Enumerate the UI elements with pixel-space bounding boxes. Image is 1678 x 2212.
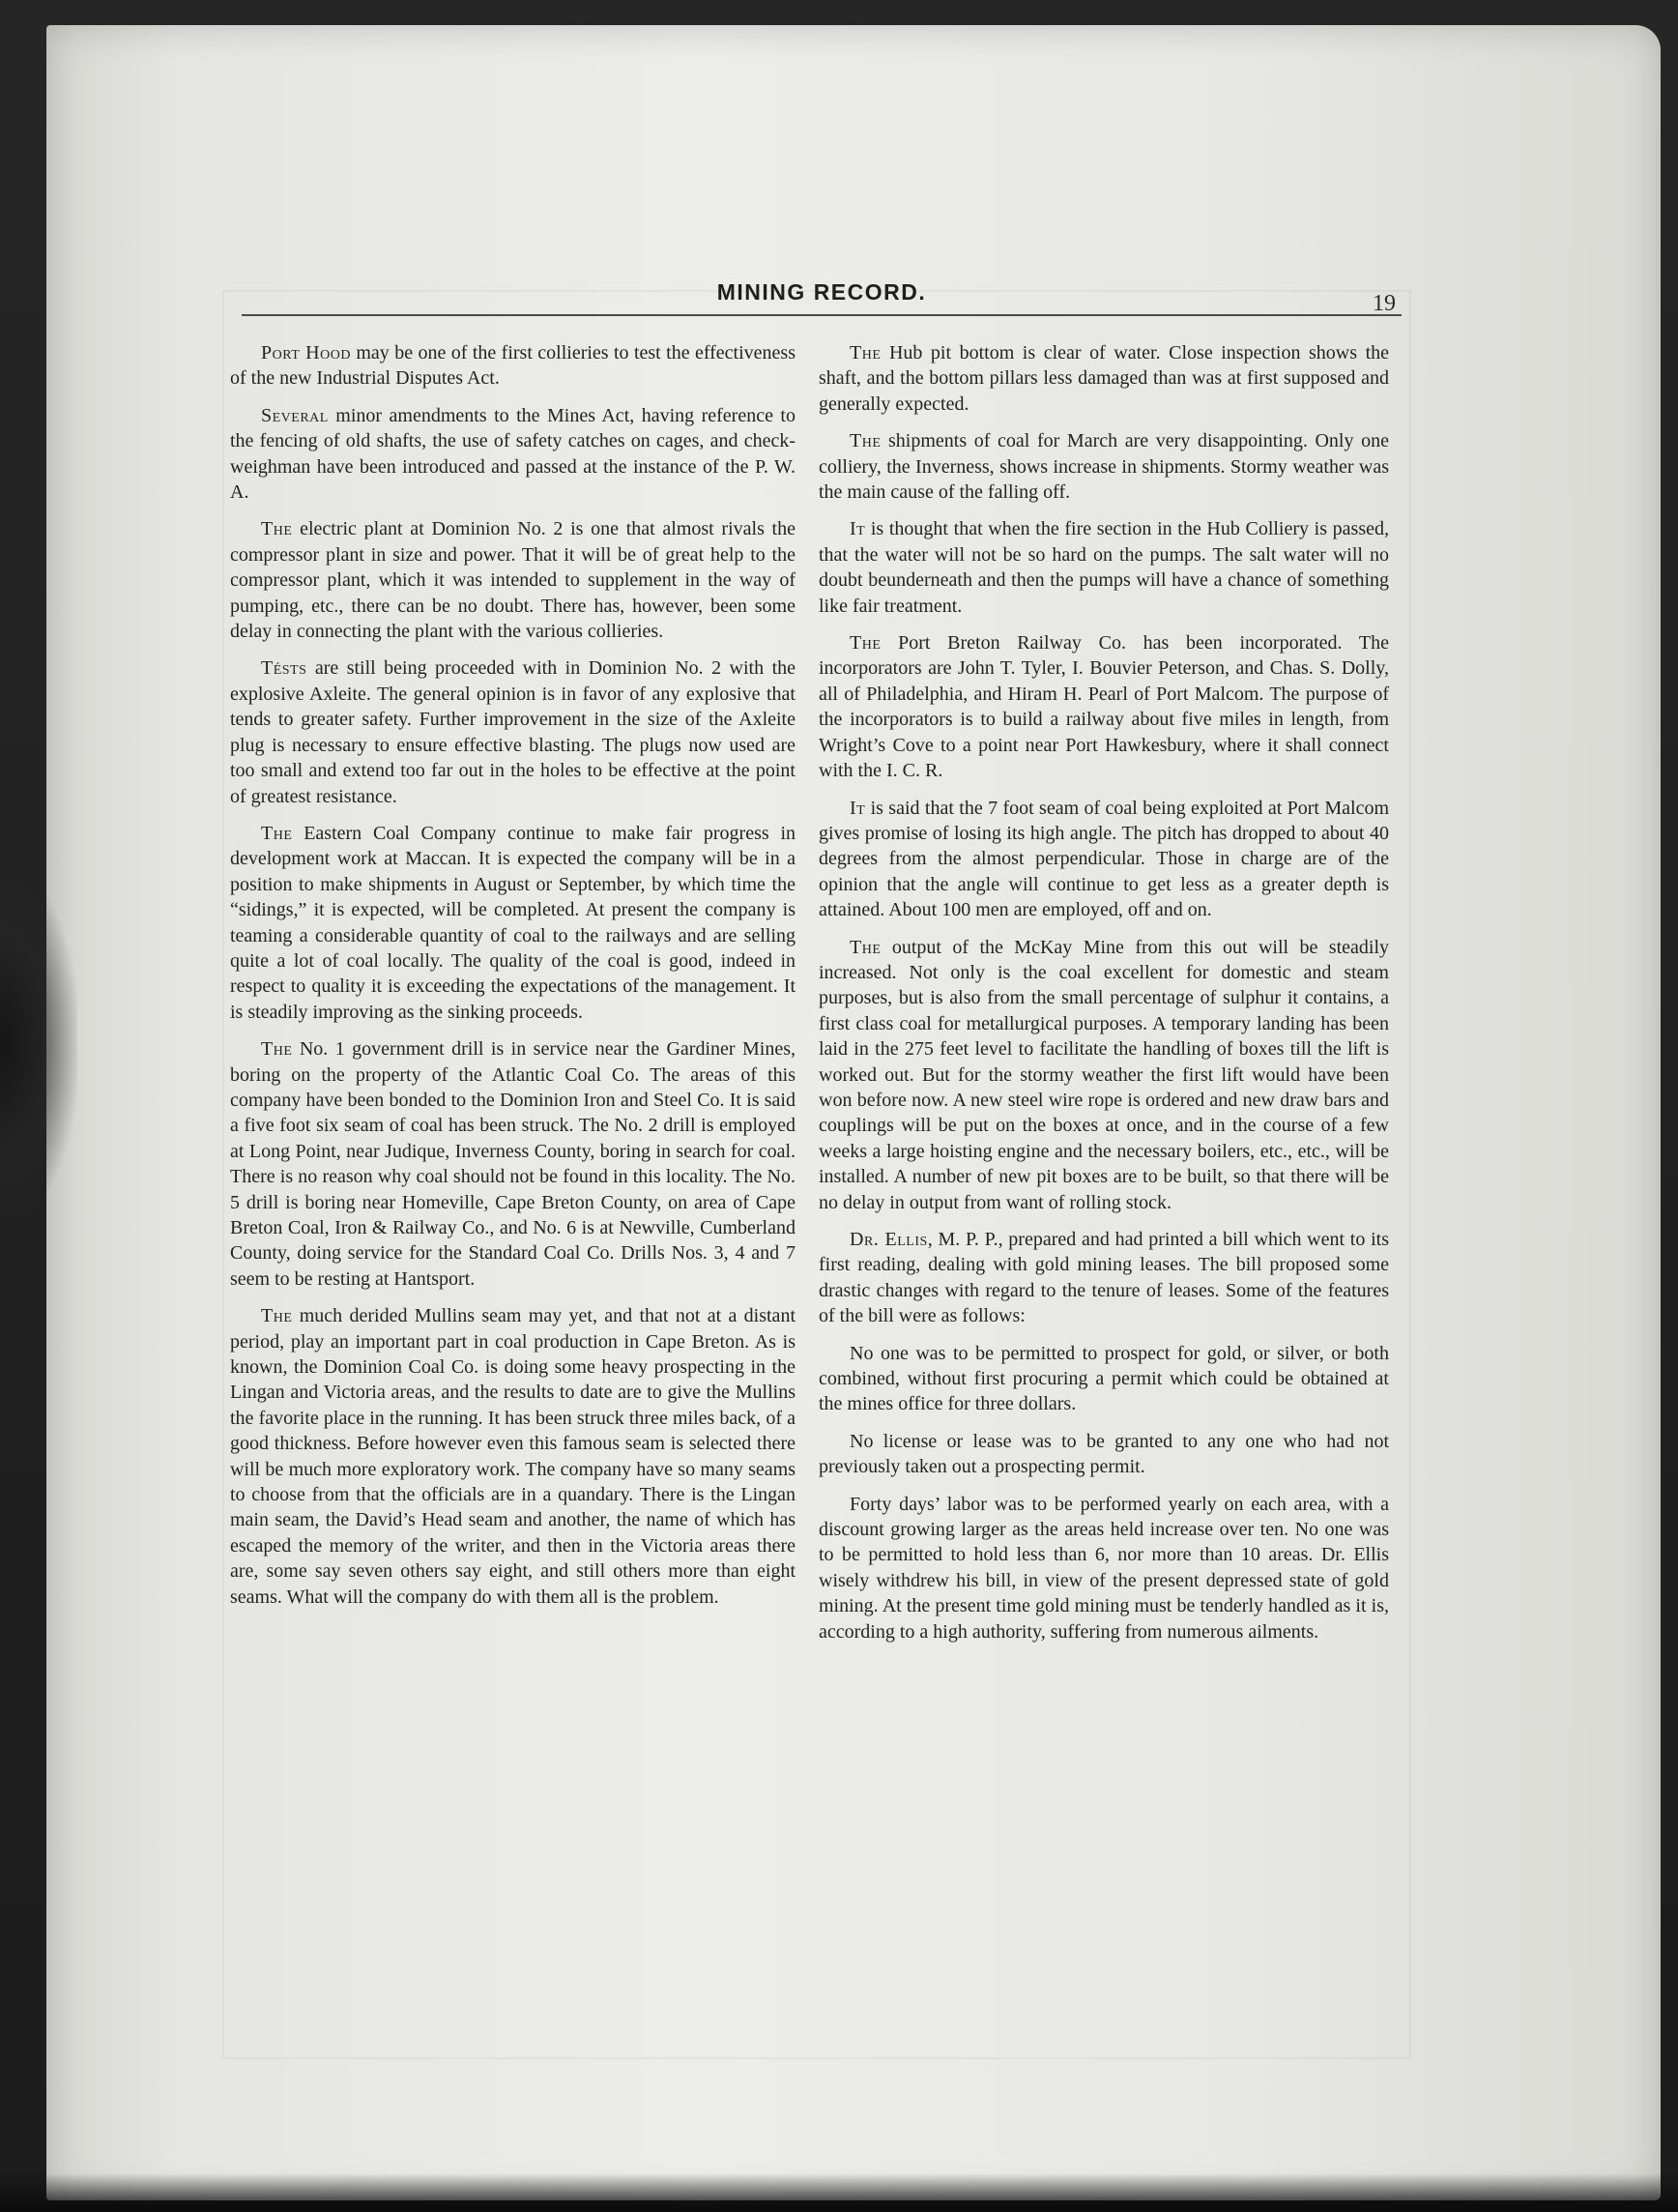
running-header: [242, 276, 1402, 324]
paragraph-port-hood: Port Hood may be one of the first collieries to test the effectiveness of the new Industrial Disputes Act.: [230, 342, 796, 390]
journal-title: MINING RECORD.: [716, 279, 927, 305]
bill-feature-license: No license or lease was to be granted to any one who had not previously taken out a prospecting permit.: [819, 1430, 1389, 1478]
binding-shadow: [0, 870, 77, 1218]
paragraph-mckay-mine: The output of the McKay Mine from this out will be steadily increased. Not only is the coal excellent for domestic and steam purposes, but is also from the small percentage of sulphur it contains, a first class coal for metallurgical purposes. A temporary landing has been laid in the 275 feet level to facilitate the handling of boxes till the lift is worked out. But for the stormy weather the first lift would have been won before now. A new steel wire rope is ordered and new draw bars and couplings will be put on the boxes at once, and in the course of a few weeks a large hoisting engine and the necessary boilers, etc., etc., will be installed. A number of new pit boxes are to be built, so that there will be no delay in output from want of rolling stock.: [819, 936, 1389, 1213]
paragraph-axleite-tests: Tésts are still being proceeded with in Dominion No. 2 with the explosive Axleite. The general opinion is in favor of any explosive that tends to greater safety. Further improvement in the size of the Axleite plug is necessary to ensure effective blasting. The plugs now used are too small and extend too far out in the holes to be effective at the point of greatest resistance.: [230, 657, 796, 807]
right-column: [819, 340, 1389, 1656]
bottom-edge-shadow: [0, 2173, 1678, 2212]
left-column: [230, 340, 796, 1621]
bill-feature-labor: Forty days’ labor was to be performed yearly on each area, with a discount growing larger as the areas held increase over ten. No one was to be permitted to hold less than 6, nor more than 10 areas. Dr. Ellis wisely withdrew his bill, in view of the present depressed state of gold mining. At the present time gold mining must be tenderly handled as it is, according to a high authority, suffering from numerous ailments.: [819, 1493, 1389, 1643]
paragraph-government-drills: The No. 1 government drill is in service near the Gardiner Mines, boring on the property of the Atlantic Coal Co. The areas of this company have been bonded to the Dominion Iron and Steel Co. It is said a five foot six seam of coal has been struck. The No. 2 drill is employed at Long Point, near Judique, Inverness County, boring in search for coal. There is no reason why coal should not be found in this locality. The No. 5 drill is boring near Homeville, Cape Breton County, on area of Cape Breton Coal, Iron & Railway Co., and No. 6 is at Newville, Cumberland County, doing service for the Standard Coal Co. Drills Nos. 3, 4 and 7 seem to be resting at Hantsport.: [230, 1038, 796, 1290]
bill-feature-permit: No one was to be permitted to prospect for gold, or silver, or both combined, without first procuring a permit which could be obtained at the mines office for three dollars.: [819, 1342, 1389, 1415]
paragraph-hub-pit: The Hub pit bottom is clear of water. Close inspection shows the shaft, and the bottom pillars less damaged than was at first supposed and generally expected.: [819, 342, 1389, 415]
paragraph-mines-act: Several minor amendments to the Mines Act, having reference to the fencing of old shafts, the use of safety catches on cages, and check-weighman have been introduced and passed at the instance of the P. W. A.: [230, 404, 796, 504]
paragraph-eastern-coal: The Eastern Coal Company continue to make fair progress in development work at Maccan. It is expected the company will be in a position to make shipments in August or September, by which time the “sidings,” it is expected, will be completed. At present the company is teaming a considerable quantity of coal to the railways and are selling quite a lot of coal locally. The quality of the coal is good, indeed in respect to quality it is exceeding the expectations of the management. It is steadily improving as the sinking proceeds.: [230, 822, 796, 1023]
paragraph-march-shipments: The shipments of coal for March are very disappointing. Only one colliery, the Inverness, shows increase in shipments. Stormy weather was the main cause of the falling off.: [819, 430, 1389, 504]
paragraph-port-malcom-seam: It is said that the 7 foot seam of coal being exploited at Port Malcom gives promise of losing its high angle. The pitch has dropped to about 40 degrees from the almost perpendicular. Those in charge are of the opinion that the angle will continue to get less as a greater depth is attained. About 100 men are employed, off and on.: [819, 797, 1389, 921]
paragraph-port-breton-railway: The Port Breton Railway Co. has been incorporated. The incorporators are John T. Tyler, I. Bouvier Peterson, and Chas. S. Dolly, all of Philadelphia, and Hiram H. Pearl of Port Malcom. The purpose of the incorporators is to build a railway about five miles in length, from Wright’s Cove to a point near Port Hawkesbury, where it shall connect with the I. C. R.: [819, 632, 1389, 782]
paragraph-gold-bill: Dr. Ellis, M. P. P., prepared and had printed a bill which went to its first reading, dealing with gold mining leases. The bill proposed some drastic changes with regard to the tenure of leases. Some of the features of the bill were as follows:: [819, 1229, 1389, 1327]
page-number: 19: [1373, 291, 1396, 316]
paragraph-electric-plant: The electric plant at Dominion No. 2 is one that almost rivals the compressor plant in size and power. That it will be of great help to the compressor plant, which it was intended to supplement in the way of pumping, etc., there can be no doubt. There has, however, been some delay in connecting the plant with the various collieries.: [230, 518, 796, 643]
paragraph-hub-fire-section: It is thought that when the fire section in the Hub Colliery is passed, that the water will not be so hard on the pumps. The salt water will no doubt beunderneath and then the pumps will have a chance of something like fair treatment.: [819, 518, 1389, 617]
paragraph-mullins-seam: The much derided Mullins seam may yet, and that not at a distant period, play an important part in coal production in Cape Breton. As is known, the Dominion Coal Co. is doing some heavy prospecting in the Lingan and Victoria areas, and the results to date are to give the Mullins the favorite place in the running. It has been struck three miles back, of a good thickness. Before however even this famous seam is selected there will be much more exploratory work. The company have so many seams to choose from that the officials are in a quandary. There is the Lingan main seam, the David’s Head seam and another, the name of which has escaped the memory of the writer, and then in the Victoria areas there are, some say seven others say eight, and still others more than eight seams. What will the company do with them all is the problem.: [230, 1305, 796, 1608]
header-rule: [242, 314, 1402, 316]
